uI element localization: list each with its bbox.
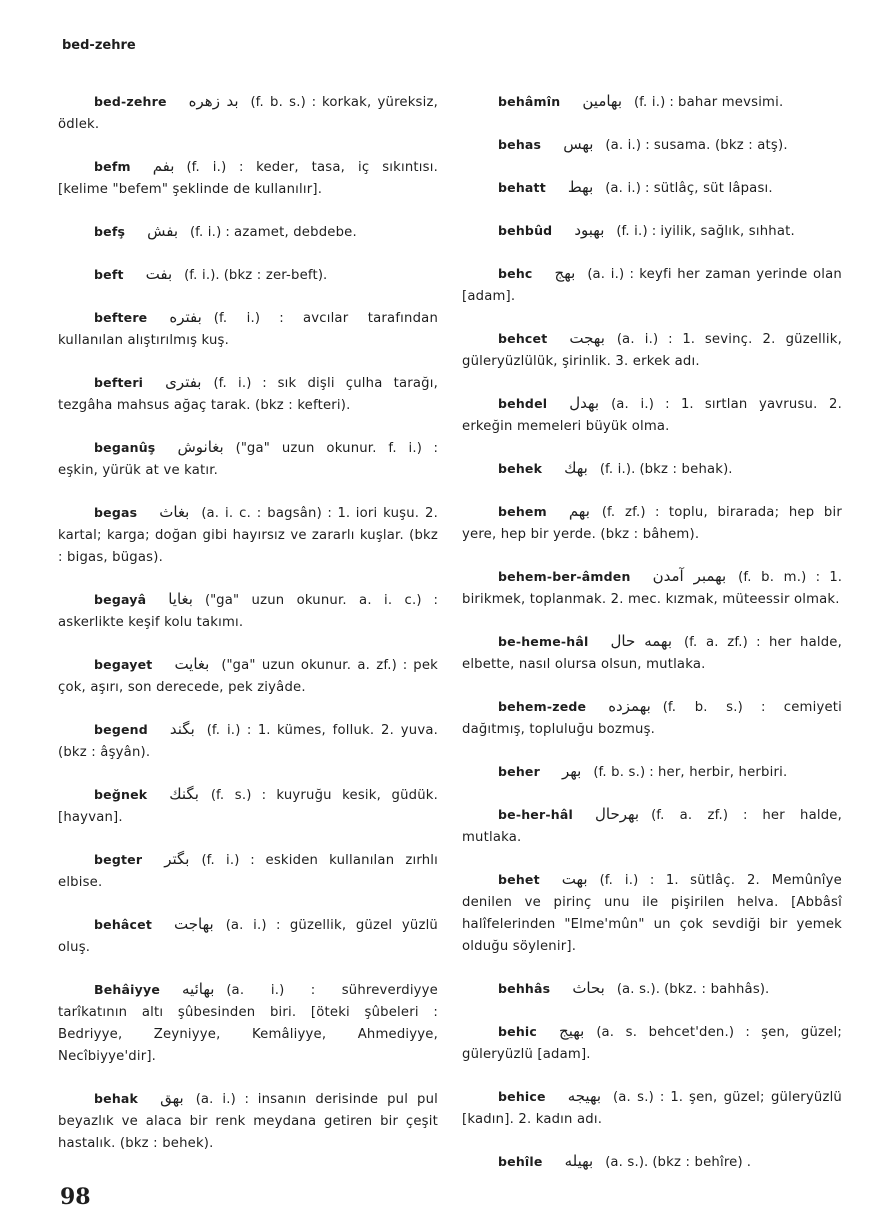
entry-arabic-script: بگتر bbox=[164, 850, 190, 868]
right-column bbox=[462, 90, 842, 1193]
entry-headword: befteri bbox=[94, 375, 144, 390]
entry-arabic-script: بهر bbox=[561, 762, 582, 780]
entry-arabic-script: بغانوش bbox=[177, 438, 224, 456]
entry-headword: behcet bbox=[498, 331, 548, 346]
entry-definition: (f. a. zf.) : her halde, elbette, nasıl olursa olsun, mutlaka. bbox=[462, 635, 843, 672]
entry-headword: behem-ber-âmden bbox=[498, 569, 631, 584]
entry-definition: (f. i.) : keder, tasa, iç sıkıntısı. [kelime "befem" şeklinde de kullanılır]. bbox=[58, 160, 438, 197]
entry-arabic-script: بهط bbox=[567, 178, 594, 196]
entry-headword: behet bbox=[498, 872, 540, 887]
dictionary-entry bbox=[462, 176, 842, 200]
entry-arabic-script: بفتره bbox=[169, 308, 202, 326]
entry-headword: befm bbox=[94, 159, 131, 174]
entry-definition: (a. i.) : 1. sırtlan yavrusu. 2. erkeğin memeleri büyük olma. bbox=[462, 397, 842, 434]
entry-definition: (a. i. c. : bagsân) : 1. iori kuşu. 2. kartal; karga; doğan gibi hayırsız ve zararlı kuşlar. (bkz : bigas, bügas). bbox=[58, 506, 438, 565]
entry-arabic-script: بهبود bbox=[574, 221, 605, 239]
entry-definition: (f. zf.) : toplu, birarada; hep bir yere, hep bir yerde. (bkz : bâhem). bbox=[462, 505, 842, 542]
dictionary-entry bbox=[58, 371, 438, 417]
entry-headword: beftere bbox=[94, 310, 148, 325]
entry-definition: (a. s.). (bkz. : bahhâs). bbox=[616, 982, 770, 997]
entry-definition: (a. i.) : sühreverdiyye tarîkatının altı şûbesinden biri. [öteki şûbeleri : Bedriyye, Zeyniyye, Kemâliyye, Ahmediyye, Necîbiyye'dir]. bbox=[58, 983, 438, 1064]
dictionary-entry bbox=[58, 1087, 438, 1155]
entry-headword: begayâ bbox=[94, 592, 147, 607]
dictionary-entry bbox=[462, 500, 842, 546]
entry-arabic-script: بهمزده bbox=[608, 697, 651, 715]
dictionary-entry bbox=[58, 783, 438, 829]
entry-headword: beft bbox=[94, 267, 124, 282]
dictionary-entry bbox=[462, 760, 842, 784]
entry-definition: (f. s.) : kuyruğu kesik, güdük. [hayvan]. bbox=[58, 788, 438, 825]
dictionary-entry bbox=[462, 1085, 842, 1131]
entry-arabic-script: بهمبر آمدن bbox=[652, 567, 727, 585]
dictionary-entry bbox=[462, 630, 842, 676]
entry-arabic-script: بهق bbox=[160, 1089, 184, 1107]
entry-arabic-script: بهك bbox=[564, 459, 588, 477]
dictionary-entry bbox=[58, 501, 438, 569]
dictionary-entry bbox=[58, 220, 438, 244]
entry-arabic-script: بهم bbox=[568, 502, 590, 520]
entry-arabic-script: بفم bbox=[152, 157, 175, 175]
entry-arabic-script: بفش bbox=[147, 222, 178, 240]
entry-definition: (a. i.) : güzellik, güzel yüzlü oluş. bbox=[58, 918, 438, 955]
entry-headword: behas bbox=[498, 137, 542, 152]
entry-headword: behhâs bbox=[498, 981, 551, 996]
entry-definition: (f. i.) : 1. kümes, folluk. 2. yuva. (bkz : âşyân). bbox=[58, 723, 438, 760]
entry-headword: behâcet bbox=[94, 917, 153, 932]
entry-headword: beğnek bbox=[94, 787, 148, 802]
entry-arabic-script: بهمه حال bbox=[610, 632, 672, 650]
entry-headword: behic bbox=[498, 1024, 538, 1039]
dictionary-entry bbox=[462, 392, 842, 438]
dictionary-entry bbox=[58, 436, 438, 482]
entry-definition: (f. i.). (bkz : zer-beft). bbox=[184, 268, 328, 283]
entry-headword: befş bbox=[94, 224, 126, 239]
entry-definition: ("ga" uzun okunur. a. i. c.) : askerlikte keşif kolu takımı. bbox=[58, 593, 438, 630]
dictionary-entry bbox=[462, 1150, 842, 1174]
entry-arabic-script: بفت bbox=[145, 265, 173, 283]
dictionary-entry bbox=[58, 848, 438, 894]
entry-definition: (f. b. m.) : 1. birikmek, toplanmak. 2. mec. kızmak, müteessir olmak. bbox=[462, 570, 842, 607]
entry-arabic-script: بهیجه bbox=[567, 1087, 602, 1105]
entry-definition: (a. i.) : sütlâç, süt lâpası. bbox=[605, 181, 773, 196]
entry-arabic-script: بهس bbox=[563, 135, 594, 153]
dictionary-entry bbox=[462, 1020, 842, 1066]
entry-definition: (a. i.) : keyfi her zaman yerinde olan [adam]. bbox=[462, 267, 842, 304]
entry-headword: behdel bbox=[498, 396, 548, 411]
dictionary-entry bbox=[462, 977, 842, 1001]
entry-headword: bed-zehre bbox=[94, 94, 167, 109]
dictionary-entry bbox=[462, 565, 842, 611]
entry-arabic-script: بهاجت bbox=[174, 915, 214, 933]
entry-arabic-script: بگنك bbox=[169, 785, 199, 803]
entry-definition: (a. s. behcet'den.) : şen, güzel; güleryüzlü [adam]. bbox=[462, 1025, 842, 1062]
dictionary-entry bbox=[462, 457, 842, 481]
entry-arabic-script: بد زهره bbox=[188, 92, 239, 110]
entry-arabic-script: بهیج bbox=[559, 1022, 585, 1040]
entry-definition: (f. i.) : eskiden kullanılan zırhlı elbise. bbox=[58, 853, 438, 890]
entry-headword: behek bbox=[498, 461, 543, 476]
entry-arabic-script: بهائیه bbox=[182, 980, 215, 998]
dictionary-entry bbox=[462, 133, 842, 157]
dictionary-entry bbox=[58, 913, 438, 959]
entry-arabic-script: بهج bbox=[554, 264, 576, 282]
entry-arabic-script: بغاث bbox=[159, 503, 190, 521]
entry-headword: beganûş bbox=[94, 440, 156, 455]
entry-headword: begas bbox=[94, 505, 138, 520]
entry-headword: begayet bbox=[94, 657, 153, 672]
entry-headword: behîle bbox=[498, 1154, 543, 1169]
entry-arabic-script: بغایت bbox=[174, 655, 210, 673]
page-number: 98 bbox=[60, 1184, 91, 1210]
entry-headword: begter bbox=[94, 852, 143, 867]
entry-definition: ("ga" uzun okunur. f. i.) : eşkin, yürük at ve katır. bbox=[58, 441, 438, 478]
dictionary-entry bbox=[462, 90, 842, 114]
entry-arabic-script: بهدل bbox=[569, 394, 600, 412]
entry-headword: behice bbox=[498, 1089, 546, 1104]
entry-definition: (f. i.). (bkz : behak). bbox=[599, 462, 733, 477]
entry-definition: (f. i.) : iyilik, sağlık, sıhhat. bbox=[616, 224, 795, 239]
dictionary-entry bbox=[58, 90, 438, 136]
entry-definition: (a. i.) : insanın derisinde pul pul beyazlık ve alaca bir renk meydana getiren bir çeşit hastalık. (bkz : behek). bbox=[58, 1092, 438, 1151]
entry-definition: (a. s.) : 1. şen, güzel; güleryüzlü [kadın]. 2. kadın adı. bbox=[462, 1090, 842, 1127]
dictionary-entry bbox=[462, 327, 842, 373]
entry-arabic-script: بفتری bbox=[165, 373, 202, 391]
entry-arabic-script: بهیله bbox=[564, 1152, 594, 1170]
entry-definition: (f. b. s.) : her, herbir, herbiri. bbox=[593, 765, 788, 780]
entry-headword: begend bbox=[94, 722, 148, 737]
dictionary-entry bbox=[58, 263, 438, 287]
entry-definition: (f. i.) : avcılar tarafından kullanılan alıştırılmış kuş. bbox=[58, 311, 438, 348]
entry-definition: (f. b. s.) : cemiyeti dağıtmış, topluluğu bozmuş. bbox=[462, 700, 842, 737]
entry-definition: (f. i.) : azamet, debdebe. bbox=[190, 225, 357, 240]
dictionary-entry bbox=[462, 219, 842, 243]
dictionary-entry bbox=[462, 868, 842, 958]
entry-headword: Behâiyye bbox=[94, 982, 160, 997]
entry-headword: behâmîn bbox=[498, 94, 561, 109]
entry-definition: (f. b. s.) : korkak, yüreksiz, ödlek. bbox=[58, 95, 439, 132]
entry-headword: behem-zede bbox=[498, 699, 587, 714]
entry-headword: behatt bbox=[498, 180, 546, 195]
entry-definition: ("ga" uzun okunur. a. zf.) : pek çok, aşırı, son derecede, pek ziyâde. bbox=[58, 658, 438, 695]
entry-definition: (a. s.). (bkz : behîre) . bbox=[605, 1155, 751, 1170]
entry-headword: beher bbox=[498, 764, 540, 779]
dictionary-entry bbox=[462, 262, 842, 308]
entry-arabic-script: بحاث bbox=[572, 979, 605, 997]
entry-headword: behbûd bbox=[498, 223, 553, 238]
entry-definition: (f. a. zf.) : her halde, mutlaka. bbox=[462, 808, 842, 845]
entry-definition: (f. i.) : bahar mevsimi. bbox=[634, 95, 784, 110]
entry-definition: (f. i.) : 1. sütlâç. 2. Memûnîye denilen ve pirinç unu ile pişirilen helva. [Abbâsî halîfelerinden "Elme'mûn" un çok sevdiği bir yemek olduğu söylenir]. bbox=[462, 873, 842, 954]
entry-arabic-script: بغایا bbox=[168, 590, 193, 608]
entry-headword: be-her-hâl bbox=[498, 807, 573, 822]
entry-arabic-script: بگند bbox=[169, 720, 195, 738]
dictionary-entry bbox=[58, 155, 438, 201]
entry-arabic-script: بهجت bbox=[569, 329, 605, 347]
dictionary-entry bbox=[58, 306, 438, 352]
entry-definition: (f. i.) : sık dişli çulha tarağı, tezgâha mahsus ağaç tarak. (bkz : kefteri). bbox=[58, 376, 438, 413]
entry-headword: behc bbox=[498, 266, 533, 281]
entry-headword: be-heme-hâl bbox=[498, 634, 589, 649]
entry-definition: (a. i.) : susama. (bkz : atş). bbox=[605, 138, 788, 153]
dictionary-entry bbox=[462, 803, 842, 849]
running-header: bed-zehre bbox=[62, 38, 136, 53]
dictionary-entry bbox=[58, 588, 438, 634]
entry-definition: (a. i.) : 1. sevinç. 2. güzellik, güleryüzlülük, şirinlik. 3. erkek adı. bbox=[462, 332, 842, 369]
dictionary-entry bbox=[58, 718, 438, 764]
entry-arabic-script: بهرحال bbox=[594, 805, 640, 823]
entry-headword: behem bbox=[498, 504, 547, 519]
entry-arabic-script: بهت bbox=[561, 870, 588, 888]
left-column bbox=[58, 90, 438, 1174]
dictionary-entry bbox=[462, 695, 842, 741]
entry-arabic-script: بهامین bbox=[582, 92, 623, 110]
entry-headword: behak bbox=[94, 1091, 139, 1106]
dictionary-entry bbox=[58, 978, 438, 1068]
dictionary-entry bbox=[58, 653, 438, 699]
